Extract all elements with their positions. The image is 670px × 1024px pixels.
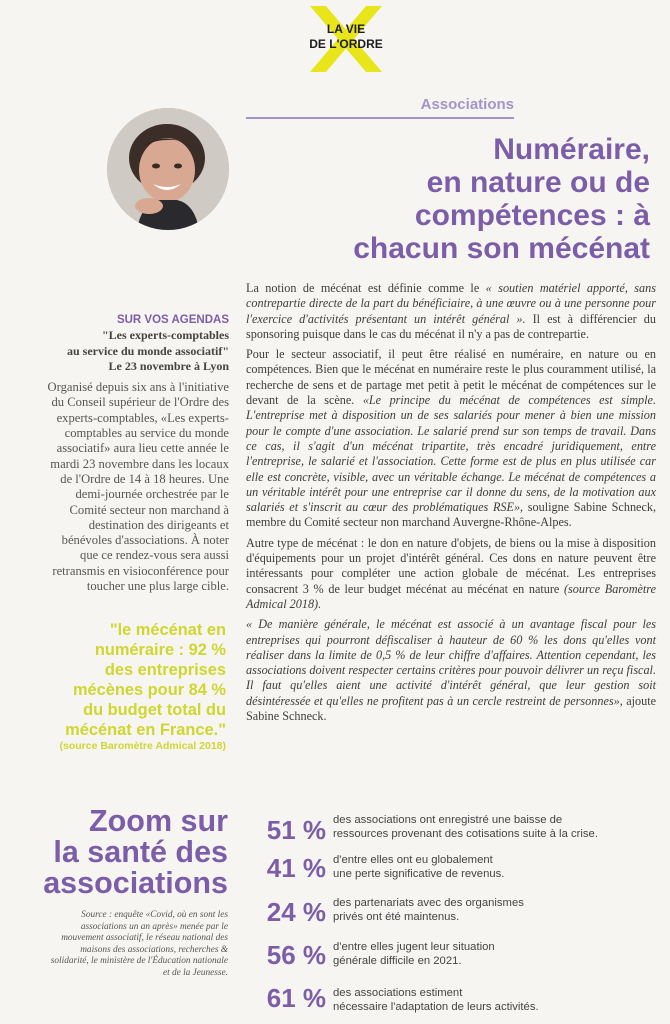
pull-quote	[18, 620, 226, 753]
stat-value: 51 %	[266, 815, 326, 845]
quote-line: "le mécénat en	[109, 621, 226, 639]
article-paragraph: La notion de mécénat est définie comme le « soutien matériel apporté, sans contrepartie directe de la part du bénéficiaire, à une œuvre ou à une personne pour l'exercice d'activités présentant un intérêt général ». Il est à différencier du sponsoring puisque dans le cas du mécénat il n'y a pas de contrepartie.	[246, 281, 656, 341]
zoom-title-line: associations	[43, 866, 228, 900]
stat-value: 61 %	[266, 983, 326, 1013]
stat-value: 41 %	[266, 853, 326, 883]
portrait-photo	[107, 108, 229, 230]
zoom-title-line: la santé des	[53, 835, 228, 869]
headline-line: chacun son mécénat	[353, 232, 650, 265]
portrait-illustration-icon	[107, 108, 229, 230]
stat-text: des associations ont enregistré une baisse de ressources provenant des cotisations suite à la crise.	[333, 814, 598, 840]
agenda-box	[44, 313, 229, 594]
quote-line: mécénat en France."	[65, 721, 226, 739]
agenda-body: Organisé depuis six ans à l'initiative du Conseil supérieur de l'Ordre des experts-comptables, «Les experts-comptables au service du monde associatif» aura lieu cette année le mardi 23 novembre dans les locaux de l'Ordre de 14 à 18 heures. Une demi-journée orchestrée par le Comité secteur non marchand à destination des dirigeants et bénévoles d'associations. À noter que ce rendez-vous sera aussi retransmis en visioconférence pour toucher une plus large cible.	[47, 380, 229, 594]
article-body	[246, 281, 656, 729]
zoom-title-line: Zoom sur	[89, 804, 228, 838]
zoom-title	[18, 806, 228, 899]
quote-line: des entreprises	[104, 661, 226, 679]
stat-text: des partenariats avec des organismes privés ont été maintenus.	[333, 897, 524, 923]
agenda-date: Le 23 novembre à Lyon	[108, 358, 229, 373]
quote-line: mécènes pour 84 %	[72, 681, 226, 699]
zoom-source: Source : enquête «Covid, où en sont les associations un an après» menée par le mouvement associatif, le réseau national des maisons des associations, recherches & solidarité, le ministère de l'Éducation nationale et de la Jeunesse.	[50, 910, 228, 978]
stat-value: 56 %	[266, 940, 326, 970]
article-paragraph: « De manière générale, le mécénat est associé à un avantage fiscal pour les entreprises qui pourront défiscaliser à hauteur de 60 % les dons qu'elles vont réaliser dans la limite de 0,5 % de leur chiffre d'affaires. Attention cependant, les associations doivent respecter certains critères pour pouvoir délivrer un reçu fiscal. Il faut qu'elles aient une activité d'intérêt général, que leur gestion soit désintéressée et qu'elles ne profitent pas à un cercle restreint de personnes», ajoute Sabine Schneck.	[246, 617, 656, 724]
section-label: Associations	[420, 96, 514, 113]
quote-line: du budget total du	[83, 701, 226, 719]
agenda-title: SUR VOS AGENDAS	[116, 314, 229, 326]
stat-text: des associations estiment nécessaire l'adaptation de leurs activités.	[333, 987, 539, 1013]
headline-line: compétences : à	[414, 199, 650, 232]
article-paragraph: Pour le secteur associatif, il peut être réalisé en numéraire, en nature ou en compétences. Bien que le mécénat en numéraire reste le plus couramment utilisé, la recherche de sens et de partage met petit à petit le mécénat de compétences sur le devant de la scène. «Le principe du mécénat de compétences est simple. L'entreprise met à disposition un de ses salariés pour mener à bien une mission pour le compte d'une association. Le salarié prend sur son temps de travail. Dans ce cas, il s'agit d'un mécénat tripartite, très encadré juridiquement, entre l'entreprise, le salarié et l'association. Cette forme est de plus en plus utilisée car elle est concrète, visible, avec un véritable échange. Le mécénat de compétences a un véritable intérêt pour une entreprise car il donne du sens, de la motivation aux salariés et s'inscrit au cœur des problématiques RSE», souligne Sabine Schneck, membre du Comité secteur non marchand Auvergne-Rhône-Alpes.	[246, 347, 656, 530]
quote-line: numéraire : 92 %	[94, 641, 226, 659]
stat-text: d'entre elles ont eu globalement une perte significative de revenus.	[333, 854, 505, 880]
stat-text: d'entre elles jugent leur situation générale difficile en 2021.	[333, 941, 495, 967]
section-divider	[246, 117, 514, 119]
article-paragraph: Autre type de mécénat : le don en nature d'objets, de biens ou la mise à disposition d'équipements pour un projet d'intérêt général. Ces dons en nature peuvent être intéressants pour compléter une action globale de mécénat. Les entreprises consacrent 3 % de leur budget mécénat au mécénat en nature (source Baromètre Admical 2018).	[246, 535, 656, 611]
badge-line-2: DE L'ORDRE	[309, 37, 383, 51]
agenda-subtitle	[44, 328, 229, 374]
quote-source: (source Baromètre Admical 2018)	[59, 740, 226, 752]
stat-value: 24 %	[266, 897, 326, 927]
headline-line: en nature ou de	[426, 166, 650, 199]
headline-line: Numéraire,	[493, 133, 650, 166]
badge-line-1: LA VIE	[326, 22, 366, 36]
agenda-subtitle-line-1: "Les experts-comptables	[102, 328, 229, 343]
headline	[250, 133, 650, 265]
agenda-subtitle-line-2: au service du monde associatif"	[67, 343, 229, 358]
